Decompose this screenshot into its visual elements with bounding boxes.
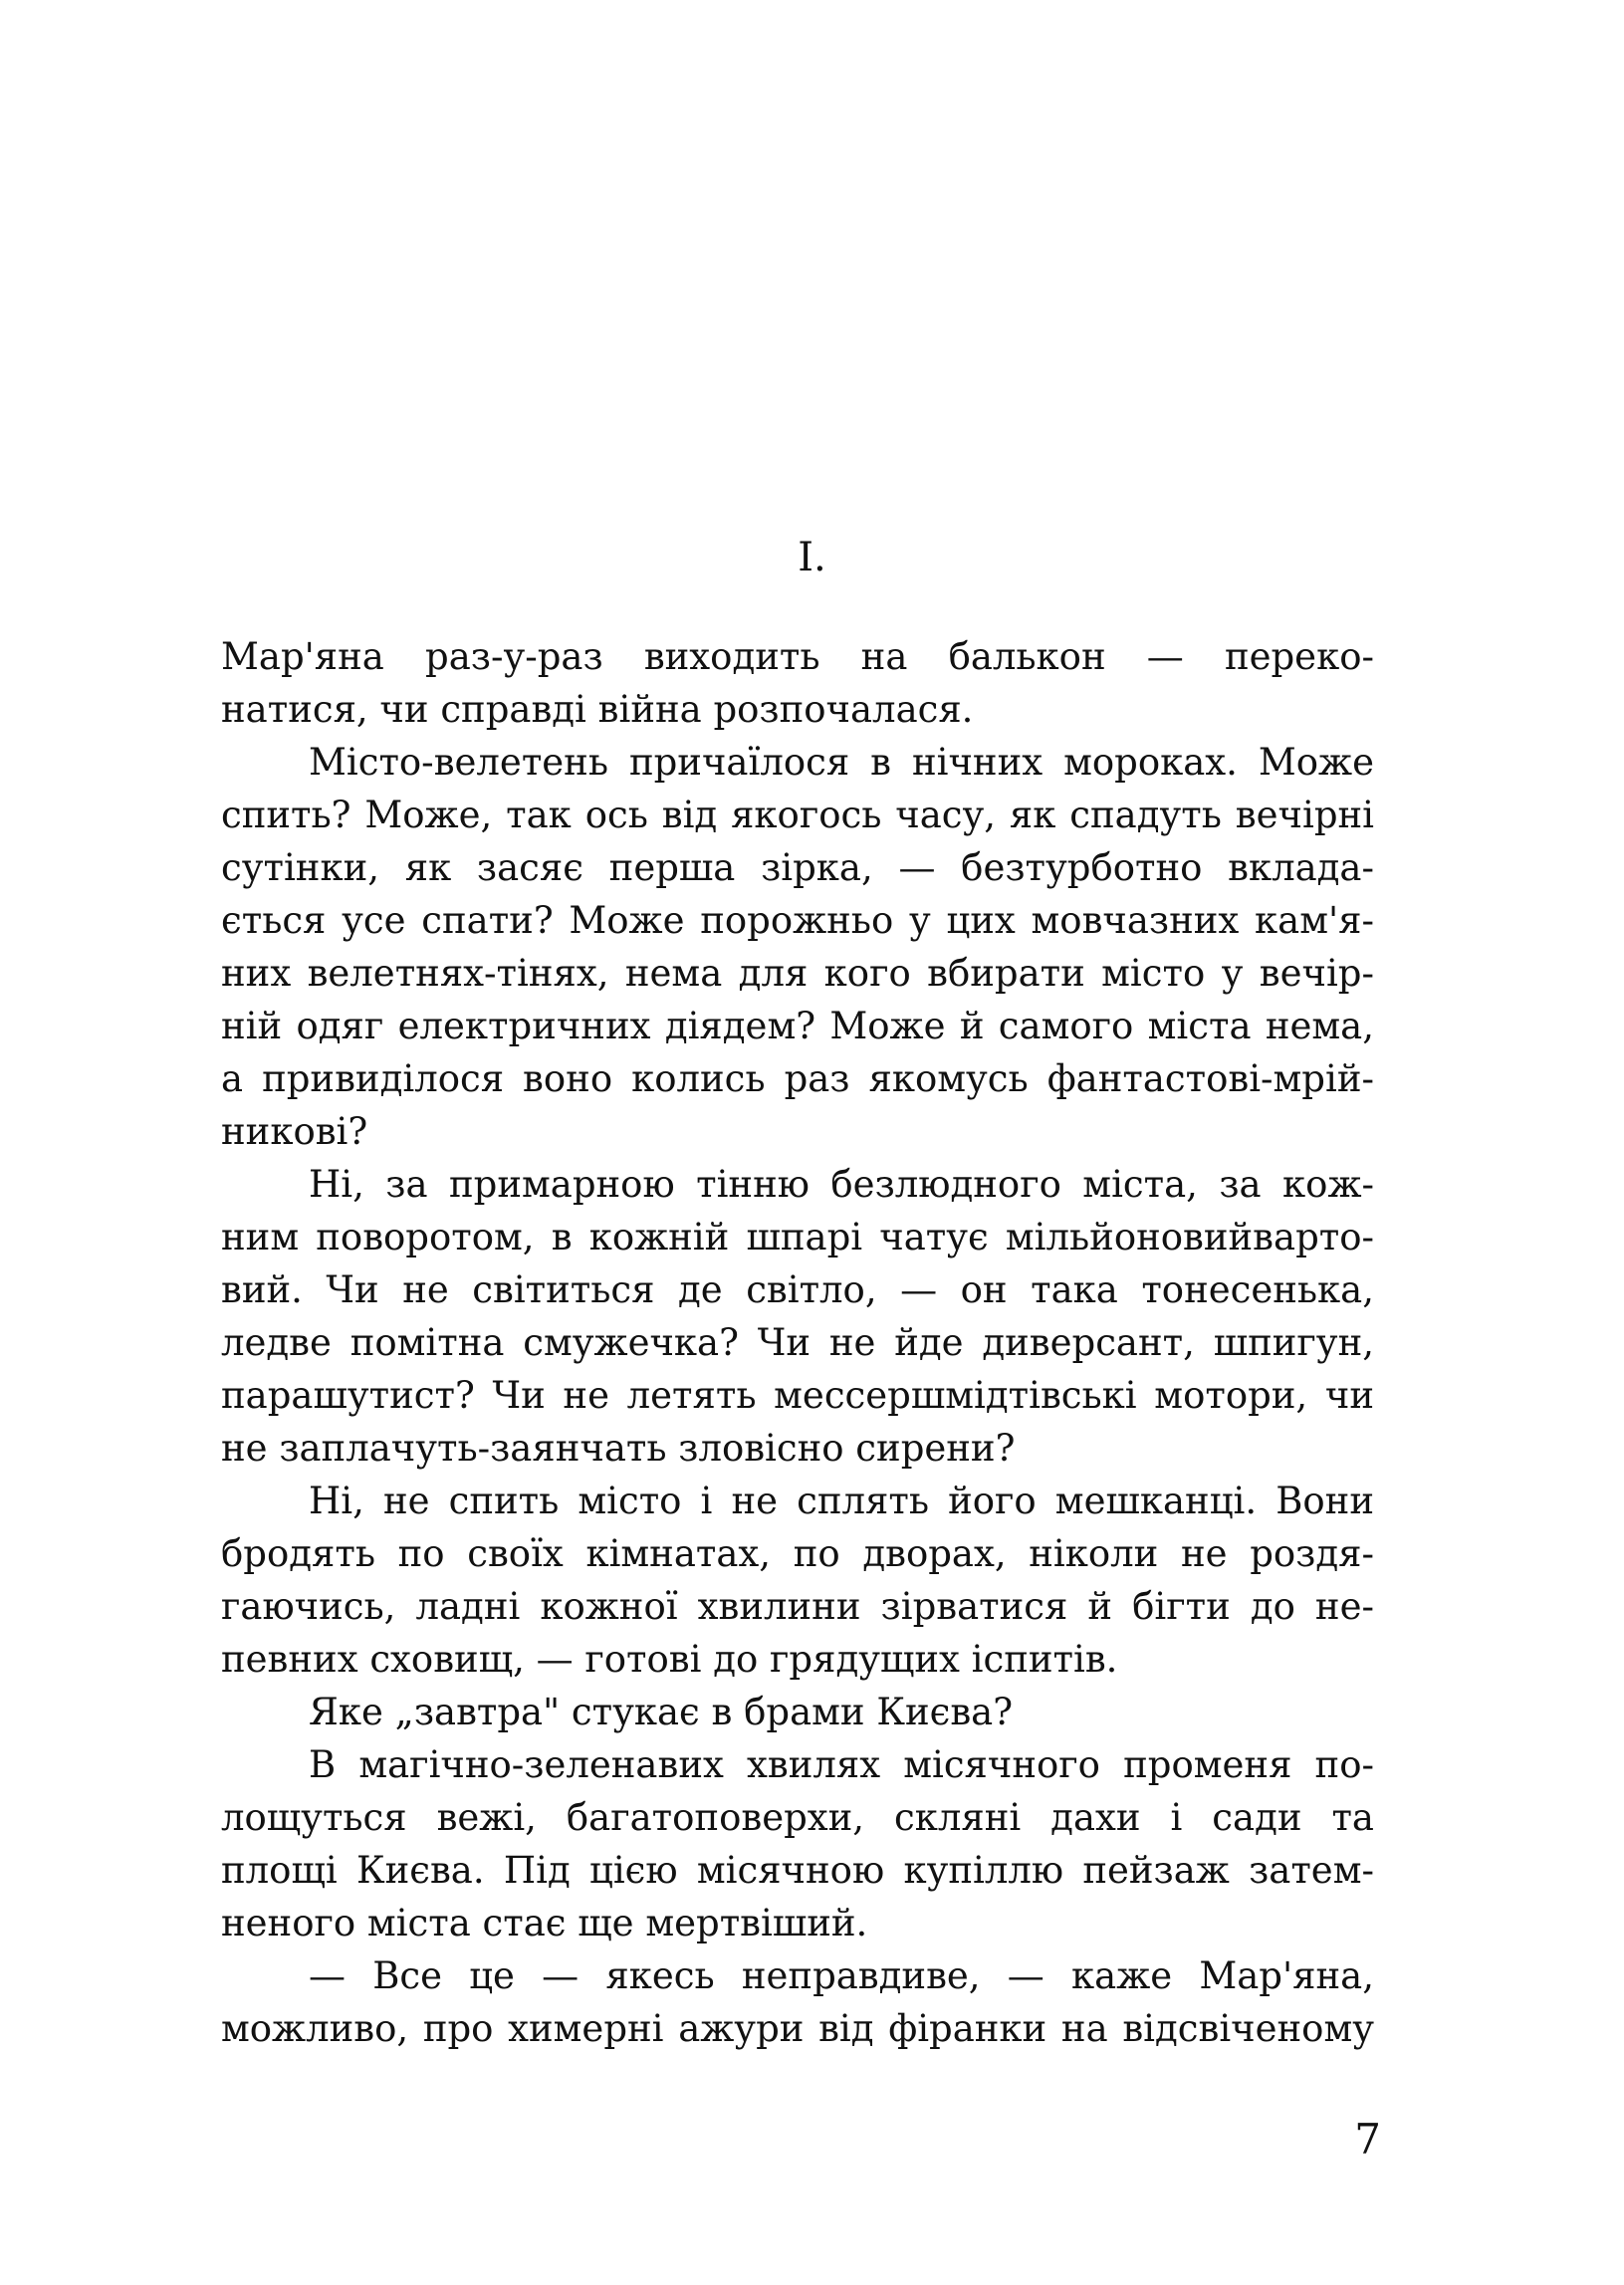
text-line: ним поворотом, в кожній шпарі чатує мільйоновийварто- bbox=[221, 1216, 1374, 1258]
text-line: неного міста стає ще мертвіший. bbox=[221, 1902, 868, 1944]
text-line: Яке „завтра" стукає в брами Києва? bbox=[309, 1691, 1014, 1733]
text-line: можливо, про химерні ажури від фіранки на відсвіченому bbox=[221, 2007, 1374, 2050]
text-line: натися, чи справді війна розпочалася. bbox=[221, 688, 974, 731]
text-line: а привиділося воно колись раз якомусь фантастові-мрій- bbox=[221, 1057, 1374, 1100]
text-line: парашутист? Чи не летять мессершмідтівські мотори, чи bbox=[221, 1374, 1374, 1417]
body-text bbox=[221, 630, 1374, 2055]
text-line: вий. Чи не світиться де світло, — он така тонесенька, bbox=[221, 1268, 1374, 1311]
text-line: певних сховищ, — готові до грядущих іспитів. bbox=[221, 1638, 1118, 1681]
text-line: ній одяг електричних діядем? Може й самого міста нема, bbox=[221, 1005, 1374, 1047]
text-line: ледве помітна смужечка? Чи не йде диверсант, шпигун, bbox=[221, 1321, 1374, 1364]
text-line: площі Києва. Під цією місячною купіллю пейзаж затем- bbox=[221, 1849, 1374, 1892]
text-line: гаючись, ладні кожної хвилини зірватися й бігти до не- bbox=[221, 1585, 1374, 1628]
text-line: лощуться вежі, багатоповерхи, скляні дахи і сади та bbox=[221, 1796, 1374, 1839]
text-line: Місто-велетень причаїлося в нічних мороках. Може bbox=[309, 741, 1374, 784]
text-line: Ні, не спить місто і не сплять його мешканці. Вони bbox=[309, 1480, 1374, 1522]
text-line: — Все це — якесь неправдиве, — каже Мар'яна, bbox=[309, 1954, 1374, 1997]
chapter-heading: I. bbox=[798, 535, 826, 580]
text-line: ється усе спати? Може порожньо у цих мовчазних кам'я- bbox=[221, 899, 1374, 942]
text-line: спить? Може, так ось від якогось часу, як спадуть вечірні bbox=[221, 794, 1374, 836]
text-line: не заплачуть-заянчать зловісно сирени? bbox=[221, 1427, 1016, 1470]
text-line: них велетнях-тінях, нема для кого вбирати місто у вечір- bbox=[221, 952, 1374, 995]
text-line: Мар'яна раз-у-раз виходить на балькон — переко- bbox=[221, 635, 1374, 678]
page-number: 7 bbox=[1354, 2115, 1381, 2164]
text-line: В магічно-зеленавих хвилях місячного променя по- bbox=[309, 1743, 1374, 1786]
text-line: сутінки, як засяє перша зірка, — безтурботно вклада- bbox=[221, 846, 1374, 889]
text-line: бродять по своїх кімнатах, по дворах, ніколи не роздя- bbox=[221, 1532, 1374, 1575]
text-line: никові? bbox=[221, 1110, 368, 1153]
text-line: Ні, за примарною тінню безлюдного міста, за кож- bbox=[309, 1163, 1374, 1206]
